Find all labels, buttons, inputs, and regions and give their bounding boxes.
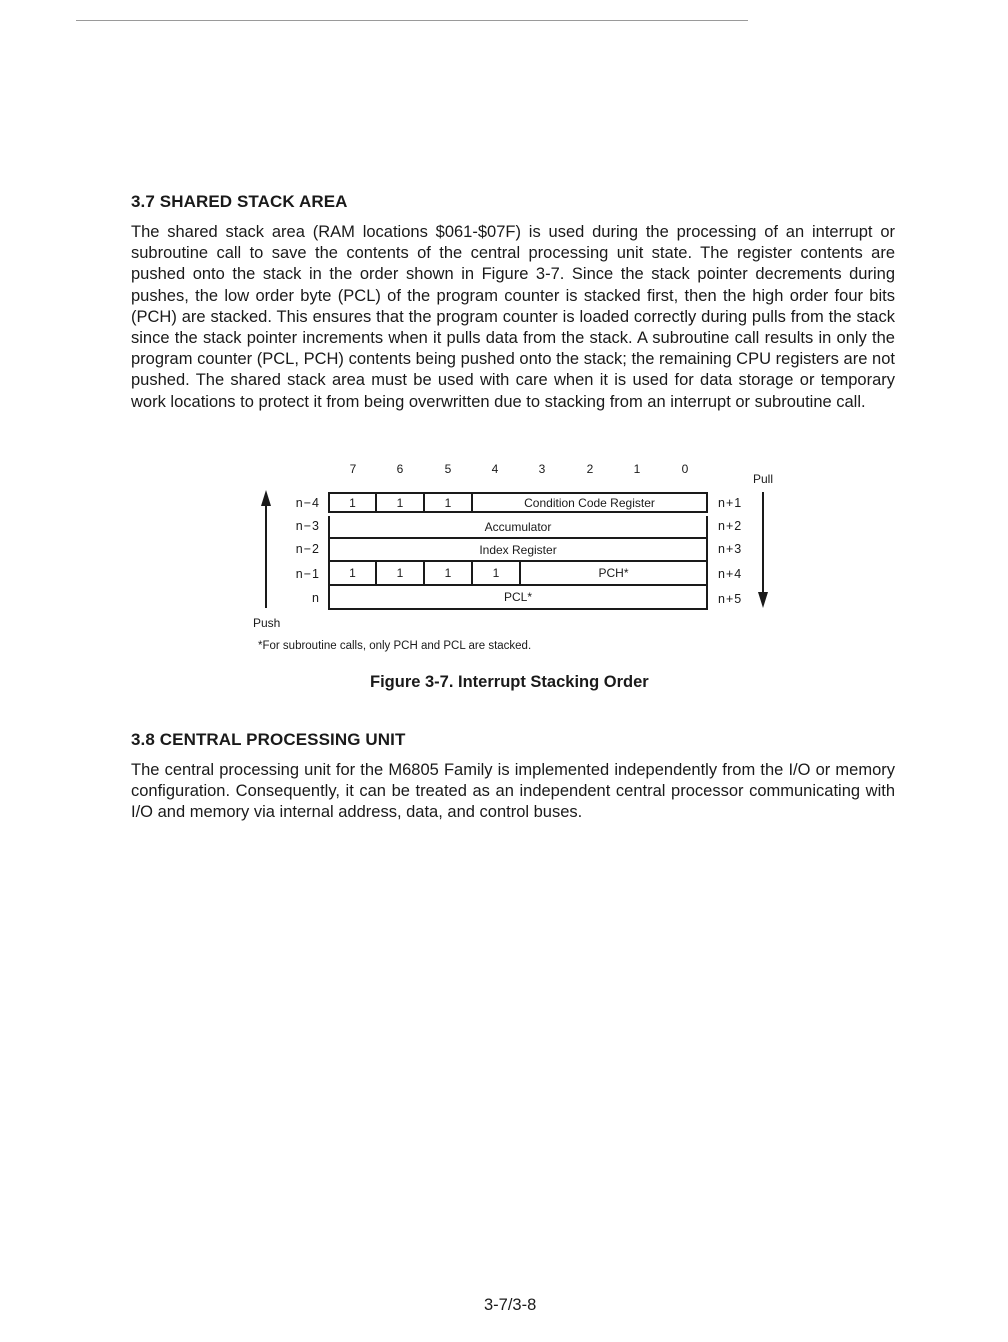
bit-number-7: 7 bbox=[349, 462, 357, 476]
bit-number-3: 3 bbox=[538, 462, 546, 476]
top-rule bbox=[76, 20, 748, 21]
bit-cell: 1 bbox=[377, 494, 425, 511]
row-label-n-4: n−4 bbox=[295, 496, 320, 510]
section-heading-cpu: 3.8 CENTRAL PROCESSING UNIT bbox=[131, 730, 406, 749]
bit-number-4: 4 bbox=[491, 462, 499, 476]
pch-cell: PCH* bbox=[598, 566, 629, 580]
index-register-cell: Index Register bbox=[479, 542, 557, 557]
row-label-n-2: n−2 bbox=[295, 542, 320, 556]
bit-cell: 1 bbox=[330, 494, 377, 511]
accumulator-cell: Accumulator bbox=[484, 519, 552, 534]
row-label-n+4: n+4 bbox=[718, 567, 743, 581]
row-label-n+5: n+5 bbox=[718, 592, 743, 606]
pull-label: Pull bbox=[753, 472, 774, 486]
stack-row-accumulator bbox=[328, 516, 708, 539]
bit-cell: 1 bbox=[330, 562, 377, 584]
row-label-n-3: n−3 bbox=[295, 519, 320, 533]
footnote: *For subroutine calls, only PCH and PCL are stacked. bbox=[258, 640, 532, 652]
bit-number-2: 2 bbox=[586, 462, 594, 476]
page-number: 3-7/3-8 bbox=[484, 1296, 537, 1314]
row-label-n: n bbox=[312, 591, 320, 605]
bit-cell: 1 bbox=[377, 562, 425, 584]
bit-number-6: 6 bbox=[396, 462, 404, 476]
bit-number-1: 1 bbox=[633, 462, 641, 476]
stack-row-pch bbox=[328, 562, 708, 586]
bit-cell: 1 bbox=[473, 562, 521, 584]
row-label-n-1: n−1 bbox=[295, 567, 320, 581]
condition-code-register-cell: Condition Code Register bbox=[524, 495, 655, 510]
stacking-order-figure bbox=[250, 462, 790, 662]
row-label-n+1: n+1 bbox=[718, 496, 743, 510]
paragraph-cpu: The central processing unit for the M6805 Family is implemented independently from the I/O or memory configuration. Consequently, it can be treated as an independent central processor communicating with I/O and memory via internal address, data, and control buses. bbox=[131, 761, 895, 822]
figure-caption: Figure 3-7. Interrupt Stacking Order bbox=[370, 673, 649, 691]
pcl-cell: PCL* bbox=[503, 590, 532, 604]
bit-cell: 1 bbox=[425, 494, 473, 511]
bit-cell: 1 bbox=[425, 562, 473, 584]
row-label-n+2: n+2 bbox=[718, 519, 743, 533]
paragraph-shared-stack: The shared stack area (RAM locations $061-$07F) is used during the processing of an interrupt or subroutine call to save the contents of the central processing unit state. The register contents are pushed onto the stack in the order shown in Figure 3-7. Since the stack pointer decrements during pushes, the low order byte (PCL) of the program counter is stacked first, then the high order four bits (PCH) are stacked. This ensures that the program counter is loaded correctly during pulls from the stack since the stack pointer increments when it pulls data from the stack. A subroutine call results in only the program counter (PCL, PCH) contents being pushed onto the stack; the remaining CPU registers are not pushed. The shared stack area must be used with care when it is used for data storage or temporary work locations to protect it from being overwritten due to stacking from an interrupt or subroutine call. bbox=[131, 223, 895, 411]
stack-row-index-register bbox=[328, 539, 708, 562]
push-label: Push bbox=[253, 616, 281, 630]
section-heading-shared-stack: 3.7 SHARED STACK AREA bbox=[131, 192, 348, 211]
stack-row-pcl bbox=[328, 586, 708, 610]
pull-arrow-icon bbox=[758, 492, 768, 608]
stack-row-condition-code bbox=[328, 492, 708, 513]
bit-number-5: 5 bbox=[444, 462, 452, 476]
bit-number-0: 0 bbox=[681, 462, 689, 476]
row-label-n+3: n+3 bbox=[718, 542, 743, 556]
